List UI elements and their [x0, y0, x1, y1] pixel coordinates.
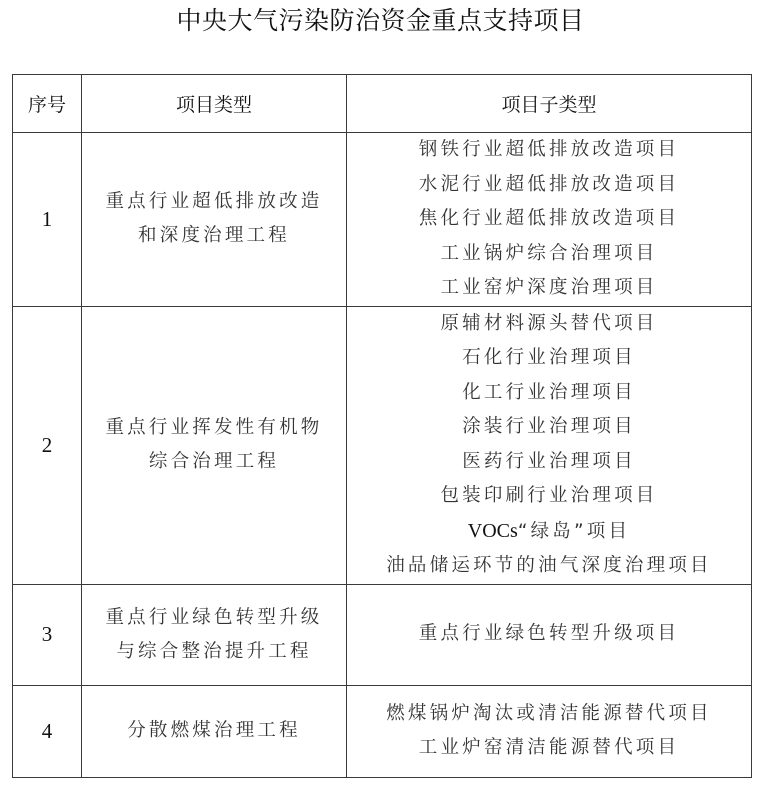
serial-number-cell: 1 [13, 133, 82, 307]
serial-number-cell: 4 [13, 685, 82, 777]
subtype-item: 化工行业治理项目 [462, 381, 636, 403]
document-title: 中央大气污染防治资金重点支持项目 [176, 6, 585, 35]
project-subtype-cell [347, 306, 752, 584]
subtype-item: 医药行业治理项目 [462, 450, 636, 472]
subtype-item: 工业窑炉深度治理项目 [440, 277, 658, 298]
header-project-type: 项目类型 [82, 75, 347, 133]
serial-number-cell: 2 [13, 306, 82, 584]
project-type-cell [82, 584, 347, 685]
project-type-line: 重点行业绿色转型升级 [105, 606, 323, 628]
subtype-item: 原辅材料源头替代项目 [440, 312, 658, 334]
table-row [13, 685, 752, 777]
subtype-item-vocs [347, 514, 751, 550]
serial-number-cell: 3 [13, 584, 82, 685]
subtype-item: 钢铁行业超低排放改造项目 [418, 139, 680, 160]
project-type-cell [82, 133, 347, 307]
subtype-item: 油品储运环节的油气深度治理项目 [386, 555, 712, 576]
table-row [13, 133, 752, 307]
project-type-line: 重点行业超低排放改造 [105, 191, 323, 213]
project-type-line: 重点行业挥发性有机物 [105, 417, 323, 438]
subtype-item: 重点行业绿色转型升级项目 [418, 623, 680, 645]
project-subtype-cell [347, 584, 752, 685]
vocs-latin-text: VOCs [467, 519, 518, 542]
subtype-item: 石化行业治理项目 [462, 347, 636, 368]
subtype-item: 工业炉窑清洁能源替代项目 [418, 737, 680, 758]
header-serial-number: 序号 [13, 75, 82, 133]
project-type-line: 分散燃煤治理工程 [127, 720, 301, 741]
project-type-line: 综合治理工程 [148, 451, 280, 472]
project-type-cell [82, 685, 347, 777]
subtype-item: 包装印刷行业治理项目 [440, 485, 658, 506]
support-projects-table [12, 74, 752, 778]
table-row [13, 584, 752, 685]
project-type-cell [82, 306, 347, 584]
subtype-item: 工业锅炉综合治理项目 [440, 242, 658, 264]
subtype-item: 燃煤锅炉淘汰或清洁能源替代项目 [386, 702, 712, 724]
header-project-subtype: 项目子类型 [347, 75, 752, 133]
table-row [13, 306, 752, 584]
project-type-line: 和深度治理工程 [138, 225, 290, 247]
subtype-item: 水泥行业超低排放改造项目 [418, 173, 680, 195]
table-header-row [13, 75, 752, 133]
project-subtype-cell [347, 685, 752, 777]
subtype-item: 涂装行业治理项目 [462, 416, 636, 437]
project-subtype-cell [347, 133, 752, 307]
project-type-line: 与综合整治提升工程 [116, 640, 312, 662]
subtype-item: 焦化行业超低排放改造项目 [418, 208, 680, 229]
vocs-rest-text: “绿岛”项目 [517, 520, 631, 542]
